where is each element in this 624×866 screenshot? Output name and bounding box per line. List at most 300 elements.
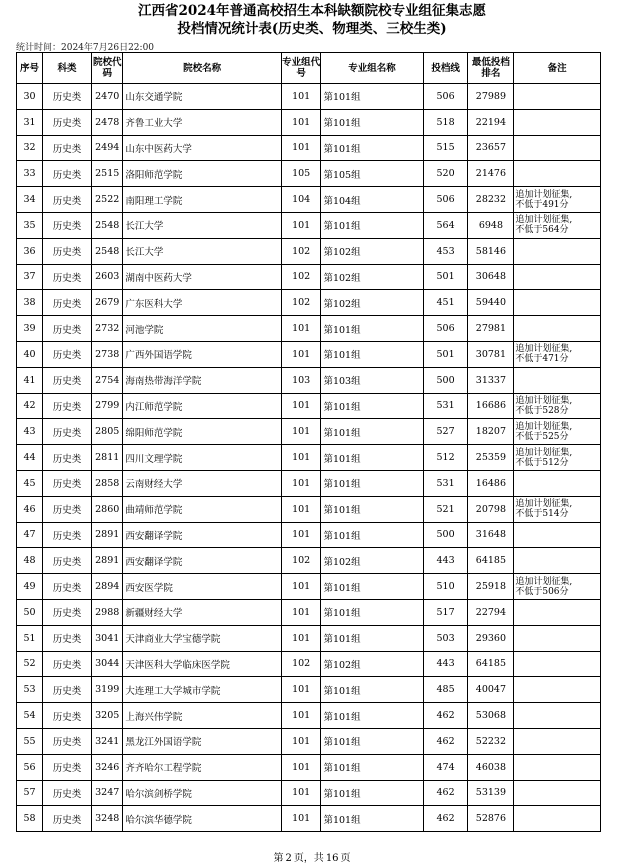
remark-line: 追加计划征集, — [515, 421, 573, 432]
cell-category: 历史类 — [43, 780, 92, 806]
cell-rank: 30648 — [468, 264, 514, 290]
remark-line: 不低于471分 — [515, 354, 569, 365]
page-footer — [0, 849, 624, 864]
cell-remark — [514, 161, 601, 187]
table-row — [17, 367, 601, 393]
cell-name: 新疆财经大学 — [123, 599, 282, 625]
table-row — [17, 161, 601, 187]
stat-time: 统计时间：2024年7月26日22:00 — [16, 43, 155, 53]
table-row — [17, 754, 601, 780]
cell-score: 462 — [423, 780, 468, 806]
remark-line: 追加计划征集, — [515, 499, 573, 510]
cell-group-name: 第101组 — [321, 109, 423, 135]
table-header-row — [17, 53, 601, 84]
cell-group-code: 101 — [281, 419, 321, 445]
header-remark: 备注 — [514, 53, 601, 84]
header-rank: 最低投档排名 — [468, 53, 514, 84]
cell-score: 531 — [423, 393, 468, 419]
cell-rank: 22194 — [468, 109, 514, 135]
footer-middle: 页，共 — [293, 853, 324, 864]
cell-group-name: 第103组 — [321, 367, 423, 393]
cell-seq: 34 — [17, 187, 43, 213]
cell-rank: 31337 — [468, 367, 514, 393]
cell-group-code: 101 — [281, 445, 321, 471]
table-row — [17, 212, 601, 238]
cell-category: 历史类 — [43, 341, 92, 367]
cell-group-name: 第101组 — [321, 419, 423, 445]
cell-category: 历史类 — [43, 703, 92, 729]
cell-group-name: 第104组 — [321, 187, 423, 213]
cell-group-name: 第101组 — [321, 780, 423, 806]
cell-category: 历史类 — [43, 625, 92, 651]
cell-group-name: 第101组 — [321, 135, 423, 161]
cell-group-code: 101 — [281, 341, 321, 367]
cell-score: 527 — [423, 419, 468, 445]
cell-rank: 64185 — [468, 651, 514, 677]
table-row — [17, 625, 601, 651]
cell-name: 绵阳师范学院 — [123, 419, 282, 445]
cell-remark — [514, 212, 601, 238]
cell-rank: 53068 — [468, 703, 514, 729]
cell-group-code: 101 — [281, 84, 321, 110]
title-line-1: 江西省2024年普通高校招生本科缺额院校专业组征集志愿 — [137, 3, 487, 19]
table-row — [17, 135, 601, 161]
cell-seq: 44 — [17, 445, 43, 471]
cell-group-name: 第101组 — [321, 677, 423, 703]
cell-score: 515 — [423, 135, 468, 161]
cell-code: 3044 — [92, 651, 123, 677]
cell-code: 2679 — [92, 290, 123, 316]
cell-remark — [514, 316, 601, 342]
cell-group-code: 102 — [281, 238, 321, 264]
cell-score: 564 — [423, 212, 468, 238]
cell-score: 453 — [423, 238, 468, 264]
cell-name: 黑龙江外国语学院 — [123, 728, 282, 754]
cell-code: 2738 — [92, 341, 123, 367]
cell-category: 历史类 — [43, 728, 92, 754]
cell-code: 2860 — [92, 496, 123, 522]
cell-name: 哈尔滨华德学院 — [123, 806, 282, 832]
cell-name: 山东中医药大学 — [123, 135, 282, 161]
table-row — [17, 84, 601, 110]
table-row — [17, 780, 601, 806]
cell-code: 2858 — [92, 470, 123, 496]
cell-group-code: 101 — [281, 212, 321, 238]
cell-category: 历史类 — [43, 445, 92, 471]
cell-code: 3246 — [92, 754, 123, 780]
cell-score: 501 — [423, 341, 468, 367]
cell-group-code: 101 — [281, 496, 321, 522]
table-row — [17, 419, 601, 445]
cell-remark — [514, 574, 601, 600]
cell-code: 3199 — [92, 677, 123, 703]
table-row — [17, 393, 601, 419]
cell-remark — [514, 651, 601, 677]
cell-category: 历史类 — [43, 264, 92, 290]
cell-group-code: 101 — [281, 728, 321, 754]
cell-seq: 48 — [17, 548, 43, 574]
cell-name: 曲靖师范学院 — [123, 496, 282, 522]
cell-category: 历史类 — [43, 238, 92, 264]
cell-score: 501 — [423, 264, 468, 290]
cell-seq: 31 — [17, 109, 43, 135]
cell-group-code: 102 — [281, 264, 321, 290]
cell-score: 518 — [423, 109, 468, 135]
cell-group-code: 101 — [281, 780, 321, 806]
cell-score: 506 — [423, 316, 468, 342]
cell-code: 2894 — [92, 574, 123, 600]
cell-score: 506 — [423, 84, 468, 110]
cell-rank: 64185 — [468, 548, 514, 574]
cell-code: 2522 — [92, 187, 123, 213]
cell-remark — [514, 367, 601, 393]
table-row — [17, 264, 601, 290]
cell-remark — [514, 599, 601, 625]
cell-group-name: 第101组 — [321, 212, 423, 238]
cell-rank: 46038 — [468, 754, 514, 780]
table-row — [17, 496, 601, 522]
cell-rank: 16686 — [468, 393, 514, 419]
cell-rank: 25918 — [468, 574, 514, 600]
cell-code: 2811 — [92, 445, 123, 471]
cell-score: 503 — [423, 625, 468, 651]
cell-group-code: 101 — [281, 135, 321, 161]
cell-code: 2891 — [92, 522, 123, 548]
cell-remark — [514, 496, 601, 522]
cell-remark — [514, 522, 601, 548]
cell-seq: 36 — [17, 238, 43, 264]
title-line-2: 投档情况统计表(历史类、物理类、三校生类) — [177, 21, 447, 37]
remark-line: 不低于491分 — [515, 199, 569, 210]
cell-seq: 45 — [17, 470, 43, 496]
cell-name: 大连理工大学城市学院 — [123, 677, 282, 703]
cell-remark — [514, 677, 601, 703]
cell-rank: 29360 — [468, 625, 514, 651]
cell-category: 历史类 — [43, 109, 92, 135]
cell-category: 历史类 — [43, 470, 92, 496]
cell-code: 2548 — [92, 238, 123, 264]
cell-seq: 39 — [17, 316, 43, 342]
cell-code: 3247 — [92, 780, 123, 806]
remark-line: 追加计划征集, — [515, 395, 573, 406]
cell-seq: 53 — [17, 677, 43, 703]
cell-group-name: 第101组 — [321, 625, 423, 651]
table-row — [17, 445, 601, 471]
cell-remark — [514, 393, 601, 419]
cell-name: 广东医科大学 — [123, 290, 282, 316]
remark-line: 不低于564分 — [515, 225, 569, 236]
cell-category: 历史类 — [43, 367, 92, 393]
cell-group-name: 第101组 — [321, 341, 423, 367]
table-row — [17, 599, 601, 625]
cell-name: 齐鲁工业大学 — [123, 109, 282, 135]
cell-rank: 22794 — [468, 599, 514, 625]
cell-group-code: 101 — [281, 522, 321, 548]
remark-line: 追加计划征集, — [515, 215, 573, 226]
cell-category: 历史类 — [43, 651, 92, 677]
cell-rank: 52876 — [468, 806, 514, 832]
cell-rank: 27989 — [468, 84, 514, 110]
cell-score: 531 — [423, 470, 468, 496]
cell-rank: 21476 — [468, 161, 514, 187]
cell-group-name: 第101组 — [321, 522, 423, 548]
cell-seq: 38 — [17, 290, 43, 316]
cell-remark — [514, 290, 601, 316]
cell-rank: 30781 — [468, 341, 514, 367]
remark-line: 追加计划征集, — [515, 189, 573, 200]
cell-seq: 56 — [17, 754, 43, 780]
cell-group-code: 101 — [281, 806, 321, 832]
cell-remark — [514, 445, 601, 471]
cell-category: 历史类 — [43, 135, 92, 161]
cell-group-name: 第102组 — [321, 651, 423, 677]
cell-code: 2494 — [92, 135, 123, 161]
admission-table — [16, 52, 601, 832]
remark-line: 不低于512分 — [515, 457, 569, 468]
cell-group-code: 102 — [281, 548, 321, 574]
footer-prefix: 第 — [273, 853, 284, 864]
cell-code: 2891 — [92, 548, 123, 574]
table-row — [17, 238, 601, 264]
header-name: 院校名称 — [123, 53, 282, 84]
cell-group-code: 101 — [281, 625, 321, 651]
cell-remark — [514, 754, 601, 780]
cell-rank: 20798 — [468, 496, 514, 522]
cell-group-name: 第101组 — [321, 470, 423, 496]
cell-score: 474 — [423, 754, 468, 780]
cell-seq: 40 — [17, 341, 43, 367]
cell-code: 3241 — [92, 728, 123, 754]
cell-group-code: 101 — [281, 574, 321, 600]
remark-line: 追加计划征集, — [515, 576, 573, 587]
cell-score: 443 — [423, 548, 468, 574]
table-row — [17, 290, 601, 316]
cell-seq: 52 — [17, 651, 43, 677]
cell-group-name: 第101组 — [321, 754, 423, 780]
cell-remark — [514, 264, 601, 290]
cell-category: 历史类 — [43, 393, 92, 419]
cell-seq: 57 — [17, 780, 43, 806]
cell-seq: 55 — [17, 728, 43, 754]
cell-category: 历史类 — [43, 316, 92, 342]
cell-group-code: 101 — [281, 393, 321, 419]
header-score: 投档线 — [423, 53, 468, 84]
cell-category: 历史类 — [43, 161, 92, 187]
cell-category: 历史类 — [43, 574, 92, 600]
cell-category: 历史类 — [43, 290, 92, 316]
table-row — [17, 651, 601, 677]
cell-score: 510 — [423, 574, 468, 600]
cell-rank: 58146 — [468, 238, 514, 264]
cell-category: 历史类 — [43, 754, 92, 780]
cell-rank: 31648 — [468, 522, 514, 548]
cell-code: 2603 — [92, 264, 123, 290]
cell-remark — [514, 806, 601, 832]
cell-category: 历史类 — [43, 522, 92, 548]
cell-rank: 6948 — [468, 212, 514, 238]
header-group-name: 专业组名称 — [321, 53, 423, 84]
cell-code: 3205 — [92, 703, 123, 729]
remark-line: 不低于525分 — [515, 431, 569, 442]
cell-seq: 43 — [17, 419, 43, 445]
cell-category: 历史类 — [43, 496, 92, 522]
cell-category: 历史类 — [43, 677, 92, 703]
cell-code: 2515 — [92, 161, 123, 187]
cell-code: 3248 — [92, 806, 123, 832]
cell-remark — [514, 419, 601, 445]
cell-group-code: 101 — [281, 703, 321, 729]
cell-seq: 37 — [17, 264, 43, 290]
cell-score: 443 — [423, 651, 468, 677]
cell-score: 517 — [423, 599, 468, 625]
cell-name: 长江大学 — [123, 212, 282, 238]
cell-score: 462 — [423, 806, 468, 832]
cell-remark — [514, 341, 601, 367]
cell-rank: 16486 — [468, 470, 514, 496]
table-row — [17, 316, 601, 342]
cell-rank: 25359 — [468, 445, 514, 471]
cell-name: 天津商业大学宝德学院 — [123, 625, 282, 651]
table-row — [17, 548, 601, 574]
cell-group-name: 第101组 — [321, 599, 423, 625]
cell-name: 河池学院 — [123, 316, 282, 342]
cell-name: 云南财经大学 — [123, 470, 282, 496]
table-row — [17, 341, 601, 367]
cell-name: 哈尔滨剑桥学院 — [123, 780, 282, 806]
cell-name: 长江大学 — [123, 238, 282, 264]
cell-seq: 46 — [17, 496, 43, 522]
table-row — [17, 703, 601, 729]
cell-score: 520 — [423, 161, 468, 187]
cell-group-code: 101 — [281, 754, 321, 780]
cell-remark — [514, 625, 601, 651]
cell-remark — [514, 703, 601, 729]
cell-seq: 58 — [17, 806, 43, 832]
cell-remark — [514, 238, 601, 264]
cell-seq: 49 — [17, 574, 43, 600]
cell-name: 山东交通学院 — [123, 84, 282, 110]
cell-score: 500 — [423, 522, 468, 548]
table-row — [17, 522, 601, 548]
cell-name: 洛阳师范学院 — [123, 161, 282, 187]
cell-score: 485 — [423, 677, 468, 703]
cell-rank: 28232 — [468, 187, 514, 213]
cell-code: 2988 — [92, 599, 123, 625]
cell-rank: 40047 — [468, 677, 514, 703]
cell-seq: 32 — [17, 135, 43, 161]
cell-name: 海南热带海洋学院 — [123, 367, 282, 393]
cell-group-code: 102 — [281, 651, 321, 677]
table-body — [17, 84, 601, 832]
cell-seq: 41 — [17, 367, 43, 393]
cell-score: 462 — [423, 728, 468, 754]
cell-score: 451 — [423, 290, 468, 316]
cell-name: 四川文理学院 — [123, 445, 282, 471]
cell-group-code: 104 — [281, 187, 321, 213]
cell-code: 2470 — [92, 84, 123, 110]
cell-seq: 51 — [17, 625, 43, 651]
cell-group-name: 第102组 — [321, 264, 423, 290]
cell-remark — [514, 780, 601, 806]
cell-category: 历史类 — [43, 599, 92, 625]
table-row — [17, 187, 601, 213]
cell-group-name: 第102组 — [321, 548, 423, 574]
cell-group-name: 第102组 — [321, 290, 423, 316]
cell-group-code: 103 — [281, 367, 321, 393]
table-row — [17, 728, 601, 754]
cell-group-name: 第105组 — [321, 161, 423, 187]
cell-rank: 18207 — [468, 419, 514, 445]
cell-group-name: 第101组 — [321, 393, 423, 419]
cell-name: 西安医学院 — [123, 574, 282, 600]
cell-remark — [514, 548, 601, 574]
table-row — [17, 677, 601, 703]
cell-remark — [514, 135, 601, 161]
cell-group-name: 第101组 — [321, 728, 423, 754]
cell-score: 506 — [423, 187, 468, 213]
cell-category: 历史类 — [43, 212, 92, 238]
cell-code: 2805 — [92, 419, 123, 445]
cell-category: 历史类 — [43, 419, 92, 445]
header-group-code: 专业组代号 — [281, 53, 321, 84]
header-code: 院校代码 — [92, 53, 123, 84]
cell-name: 齐齐哈尔工程学院 — [123, 754, 282, 780]
remark-line: 不低于528分 — [515, 405, 569, 416]
cell-rank: 53139 — [468, 780, 514, 806]
cell-group-name: 第101组 — [321, 703, 423, 729]
cell-group-name: 第101组 — [321, 806, 423, 832]
cell-name: 西安翻译学院 — [123, 522, 282, 548]
cell-code: 2754 — [92, 367, 123, 393]
cell-rank: 59440 — [468, 290, 514, 316]
cell-code: 3041 — [92, 625, 123, 651]
cell-group-code: 105 — [281, 161, 321, 187]
cell-category: 历史类 — [43, 548, 92, 574]
cell-group-name: 第101组 — [321, 445, 423, 471]
cell-group-code: 101 — [281, 677, 321, 703]
cell-name: 上海兴伟学院 — [123, 703, 282, 729]
cell-seq: 35 — [17, 212, 43, 238]
cell-code: 2548 — [92, 212, 123, 238]
cell-category: 历史类 — [43, 187, 92, 213]
cell-rank: 27981 — [468, 316, 514, 342]
remark-line: 追加计划征集, — [515, 447, 573, 458]
table-row — [17, 470, 601, 496]
cell-rank: 52232 — [468, 728, 514, 754]
table-row — [17, 806, 601, 832]
cell-name: 广西外国语学院 — [123, 341, 282, 367]
cell-name: 天津医科大学临床医学院 — [123, 651, 282, 677]
cell-score: 500 — [423, 367, 468, 393]
remark-line: 不低于514分 — [515, 509, 569, 520]
cell-name: 内江师范学院 — [123, 393, 282, 419]
cell-group-name: 第101组 — [321, 316, 423, 342]
cell-group-code: 101 — [281, 316, 321, 342]
header-category: 科类 — [43, 53, 92, 84]
header-seq: 序号 — [17, 53, 43, 84]
remark-line: 不低于506分 — [515, 586, 569, 597]
cell-code: 2799 — [92, 393, 123, 419]
footer-current-page: 2 — [285, 853, 292, 864]
cell-group-code: 101 — [281, 109, 321, 135]
cell-code: 2478 — [92, 109, 123, 135]
cell-group-name: 第101组 — [321, 84, 423, 110]
cell-name: 南阳理工学院 — [123, 187, 282, 213]
table-row — [17, 109, 601, 135]
cell-group-name: 第102组 — [321, 238, 423, 264]
cell-remark — [514, 187, 601, 213]
cell-category: 历史类 — [43, 84, 92, 110]
